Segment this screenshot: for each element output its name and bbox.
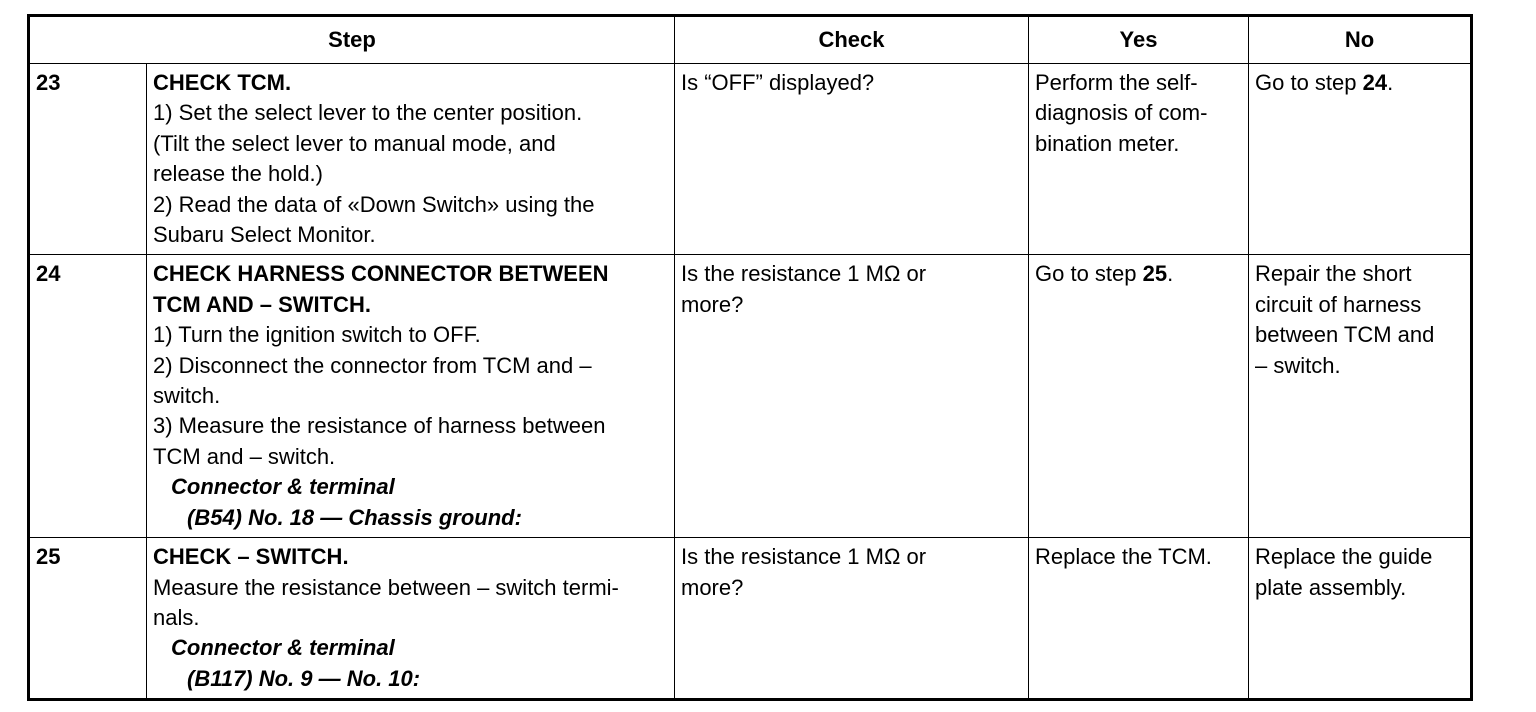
step-line: 2) Disconnect the connector from TCM and – xyxy=(153,352,592,378)
connector-value: (B117) No. 9 — No. 10: xyxy=(187,665,421,691)
step-line: Measure the resistance between – switch termi- xyxy=(153,574,619,600)
step-line: switch. xyxy=(153,383,221,409)
step-description xyxy=(147,64,675,255)
no-text: – switch. xyxy=(1255,352,1341,378)
step-title: CHECK TCM. xyxy=(153,70,292,95)
step-number: 25 xyxy=(29,538,147,700)
check-text: more? xyxy=(681,574,744,600)
yes-prefix: Go to step xyxy=(1035,261,1143,287)
header-yes: Yes xyxy=(1029,16,1249,64)
connector-label: Connector & terminal xyxy=(171,635,395,661)
step-number: 23 xyxy=(29,64,147,255)
header-step: Step xyxy=(29,16,675,64)
yes-step-ref: 25 xyxy=(1142,261,1168,287)
check-cell xyxy=(675,538,1029,700)
table-row-25 xyxy=(29,538,1472,700)
step-line: release the hold.) xyxy=(153,161,323,187)
connector-value: (B54) No. 18 — Chassis ground: xyxy=(187,504,522,530)
yes-cell xyxy=(1029,64,1249,255)
check-cell xyxy=(675,64,1029,255)
step-line: 2) Read the data of «Down Switch» using the xyxy=(153,191,595,217)
no-text: circuit of harness xyxy=(1255,291,1422,317)
table-row-24 xyxy=(29,255,1472,538)
step-line: Subaru Select Monitor. xyxy=(153,222,376,248)
connector-label: Connector & terminal xyxy=(171,474,395,500)
check-cell xyxy=(675,255,1029,538)
header-check: Check xyxy=(675,16,1029,64)
check-text: Is the resistance 1 MΩ or xyxy=(681,544,927,570)
yes-cell xyxy=(1029,255,1249,538)
step-title: TCM AND – SWITCH. xyxy=(153,291,371,317)
yes-text: diagnosis of com- xyxy=(1035,100,1208,126)
step-line: TCM and – switch. xyxy=(153,443,336,469)
step-line: 1) Turn the ignition switch to OFF. xyxy=(153,322,481,348)
no-text: between TCM and xyxy=(1255,322,1435,348)
no-suffix: . xyxy=(1387,70,1394,95)
table-row-23 xyxy=(29,64,1472,255)
no-cell xyxy=(1249,64,1472,255)
no-cell xyxy=(1249,538,1472,700)
no-text xyxy=(1255,68,1464,98)
no-text: plate assembly. xyxy=(1255,574,1407,600)
diagnostic-table xyxy=(27,14,1473,701)
header-no: No xyxy=(1249,16,1472,64)
yes-text: Replace the TCM. xyxy=(1035,544,1212,570)
no-text: Replace the guide xyxy=(1255,544,1433,570)
yes-text: bination meter. xyxy=(1035,130,1180,156)
step-number: 24 xyxy=(29,255,147,538)
no-prefix: Go to step xyxy=(1255,70,1363,95)
yes-text: Perform the self- xyxy=(1035,70,1198,95)
yes-cell xyxy=(1029,538,1249,700)
no-text: Repair the short xyxy=(1255,261,1412,287)
check-text: Is “OFF” displayed? xyxy=(681,70,875,95)
yes-text xyxy=(1035,259,1242,289)
check-text: Is the resistance 1 MΩ or xyxy=(681,261,927,287)
step-description xyxy=(147,255,675,538)
step-line: nals. xyxy=(153,604,200,630)
check-text: more? xyxy=(681,291,744,317)
step-title: CHECK HARNESS CONNECTOR BETWEEN xyxy=(153,261,609,287)
header-row xyxy=(29,16,1472,64)
step-line: 3) Measure the resistance of harness between xyxy=(153,413,606,439)
step-line: 1) Set the select lever to the center position. xyxy=(153,100,583,126)
no-cell xyxy=(1249,255,1472,538)
step-title: CHECK – SWITCH. xyxy=(153,544,349,570)
yes-suffix: . xyxy=(1167,261,1174,287)
step-description xyxy=(147,538,675,700)
step-line: (Tilt the select lever to manual mode, and xyxy=(153,130,556,156)
no-step-ref: 24 xyxy=(1362,70,1388,95)
